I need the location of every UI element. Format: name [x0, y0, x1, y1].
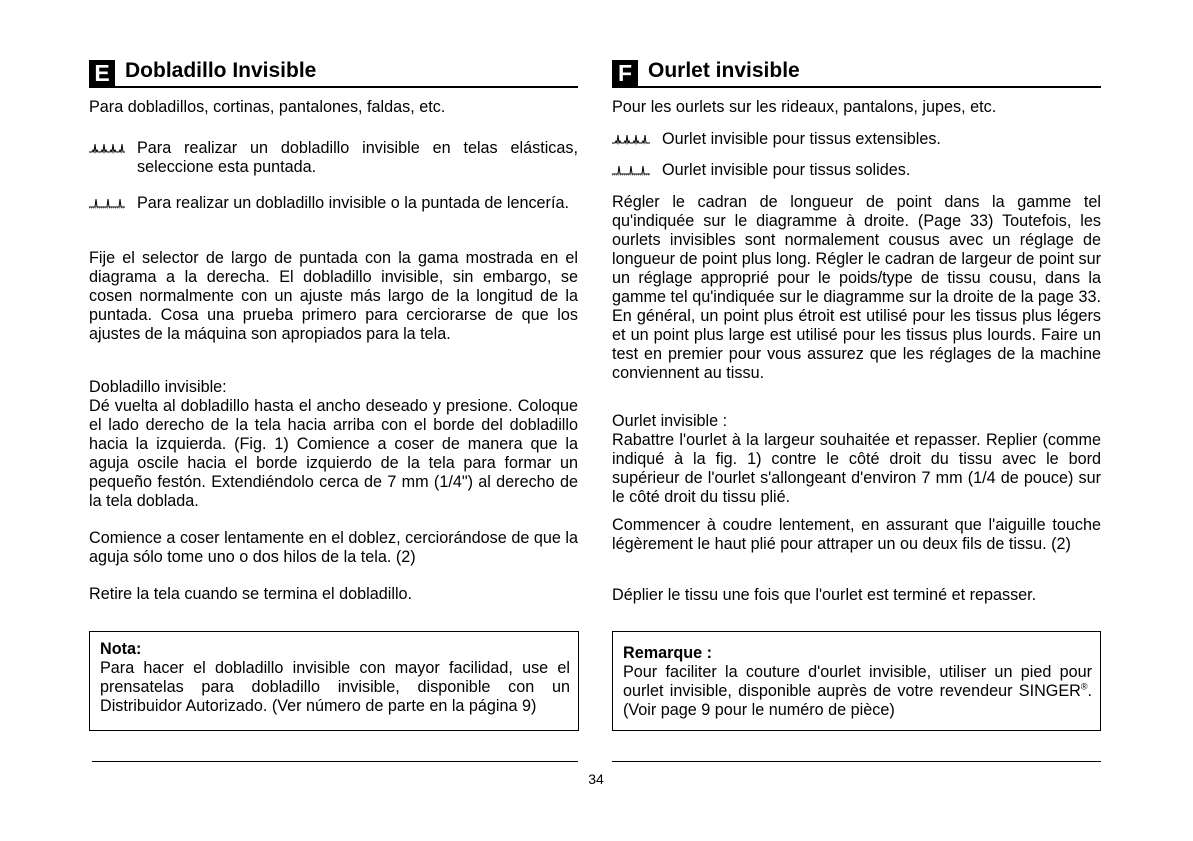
note-title: Remarque : [623, 644, 713, 662]
language-badge-f: F [612, 60, 638, 86]
stitch-description: Ourlet invisible pour tissus solides. [662, 161, 911, 179]
stitch-description: Para realizar un dobladillo invisible o la puntada de lencería. [137, 194, 569, 212]
spanish-column [89, 57, 578, 603]
stretch-blind-hem-stitch-icon [89, 139, 137, 177]
stretch-stitch-row [89, 139, 578, 177]
blind-hem-stitch-icon [612, 161, 660, 180]
body-paragraph [89, 378, 578, 511]
note-text-end: . (Voir page 9 pour le numéro de pièce) [623, 682, 1092, 719]
body-paragraph: Régler le cadran de longueur de point dans la gamme tel qu'indiquée sur le diagramme à droite. (Page 33) Toutefois, les ourlets invisibles sont normalement cousus avec un réglage de longueur de point plus long. Régler le cadran de largeur de point sur un réglage approprié pour le poids/type de tissu cousu, dans la gamme tel qu'indiquée sur le diagramme sur la droite de la page 33. En général, un point plus étroit est utilisé pour les tissus plus légers et un point plus large est utilisé pour les tissus plus lourds. Faire un test en premier pour vous assurez que les réglages de la machine conviennent au tissu. [612, 193, 1101, 382]
registered-mark: ® [1080, 681, 1088, 692]
blind-hem-stitch-icon [89, 194, 137, 213]
intro-text: Para dobladillos, cortinas, pantalones, faldas, etc. [89, 98, 446, 116]
section-title: Ourlet invisible [648, 59, 800, 82]
page-number: 34 [588, 771, 604, 787]
body-paragraph: Retire la tela cuando se termina el dobladillo. [89, 585, 413, 603]
body-paragraph [612, 412, 1101, 507]
body-paragraph: Commencer à coudre lentement, en assurant que l'aiguille touche légèrement le haut plié pour attraper un ou deux fils de tissu. (2) [612, 516, 1101, 553]
note-text [623, 663, 1092, 720]
section-title: Dobladillo Invisible [125, 59, 317, 82]
stretch-blind-hem-stitch-icon [612, 130, 660, 149]
note-text: Para hacer el dobladillo invisible con mayor facilidad, use el prensatelas para dobladillo invisible, disponible con un Distribuidor Autorizado. (Ver número de parte en la página 9) [100, 659, 570, 715]
stitch-description: Ourlet invisible pour tissus extensibles. [662, 130, 941, 148]
footer-rule-left [92, 761, 578, 762]
note-title: Nota: [100, 640, 142, 658]
body-paragraph: Fije el selector de largo de puntada con la gama mostrada en el diagrama a la derecha. El dobladillo invisible, sin embargo, se cosen normalmente con un ajuste más largo de la longitud de la puntada. Cosa una prueba primero para cerciorarse de que los ajustes de la máquina son apropiados para la tela. [89, 249, 578, 343]
paragraph-subtitle: Ourlet invisible : [612, 412, 728, 430]
stitch-description: Para realizar un dobladillo invisible en telas elásticas, seleccione esta puntada. [137, 139, 578, 176]
language-badge-e: E [89, 60, 115, 86]
intro-text: Pour les ourlets sur les rideaux, pantalons, jupes, etc. [612, 98, 997, 116]
paragraph-text: Dé vuelta al dobladillo hasta el ancho deseado y presione. Coloque el lado derecho de la tela hacia arriba con el borde del dobladillo hacia la izquierda. (Fig. 1) Comience a coser de manera que la aguja oscile hacia el borde izquierdo de la tela para formar un pequeño festón. Extendiéndolo cerca de 7 mm (1/4") al derecho de la tela doblada. [89, 397, 578, 510]
body-paragraph: Déplier le tissu une fois que l'ourlet est terminé et repasser. [612, 586, 1037, 604]
section-heading-e [89, 57, 578, 88]
footer-rule-right [612, 761, 1101, 762]
remark-box [612, 631, 1101, 731]
stretch-stitch-row [612, 130, 1101, 149]
section-heading-f [612, 57, 1101, 88]
body-paragraph: Comience a coser lentamente en el doblez, cerciorándose de que la aguja sólo tome uno o dos hilos de la tela. (2) [89, 529, 578, 566]
solid-stitch-row [89, 194, 578, 213]
paragraph-subtitle: Dobladillo invisible: [89, 378, 227, 396]
note-box [89, 631, 579, 731]
french-column [612, 57, 1101, 604]
paragraph-text: Rabattre l'ourlet à la largeur souhaitée et repasser. Replier (comme indiqué à la fig. 1) contre le côté droit du tissu avec le bord supérieur de l'ourlet s'allongeant d'environ 7 mm (1/4 de pouce) sur le côté droit du tissu plié. [612, 431, 1101, 506]
solid-stitch-row [612, 161, 1101, 180]
note-text-main: Pour faciliter la couture d'ourlet invisible, utiliser un pied pour ourlet invisible, disponible auprès de votre revendeur SINGER [623, 663, 1092, 700]
